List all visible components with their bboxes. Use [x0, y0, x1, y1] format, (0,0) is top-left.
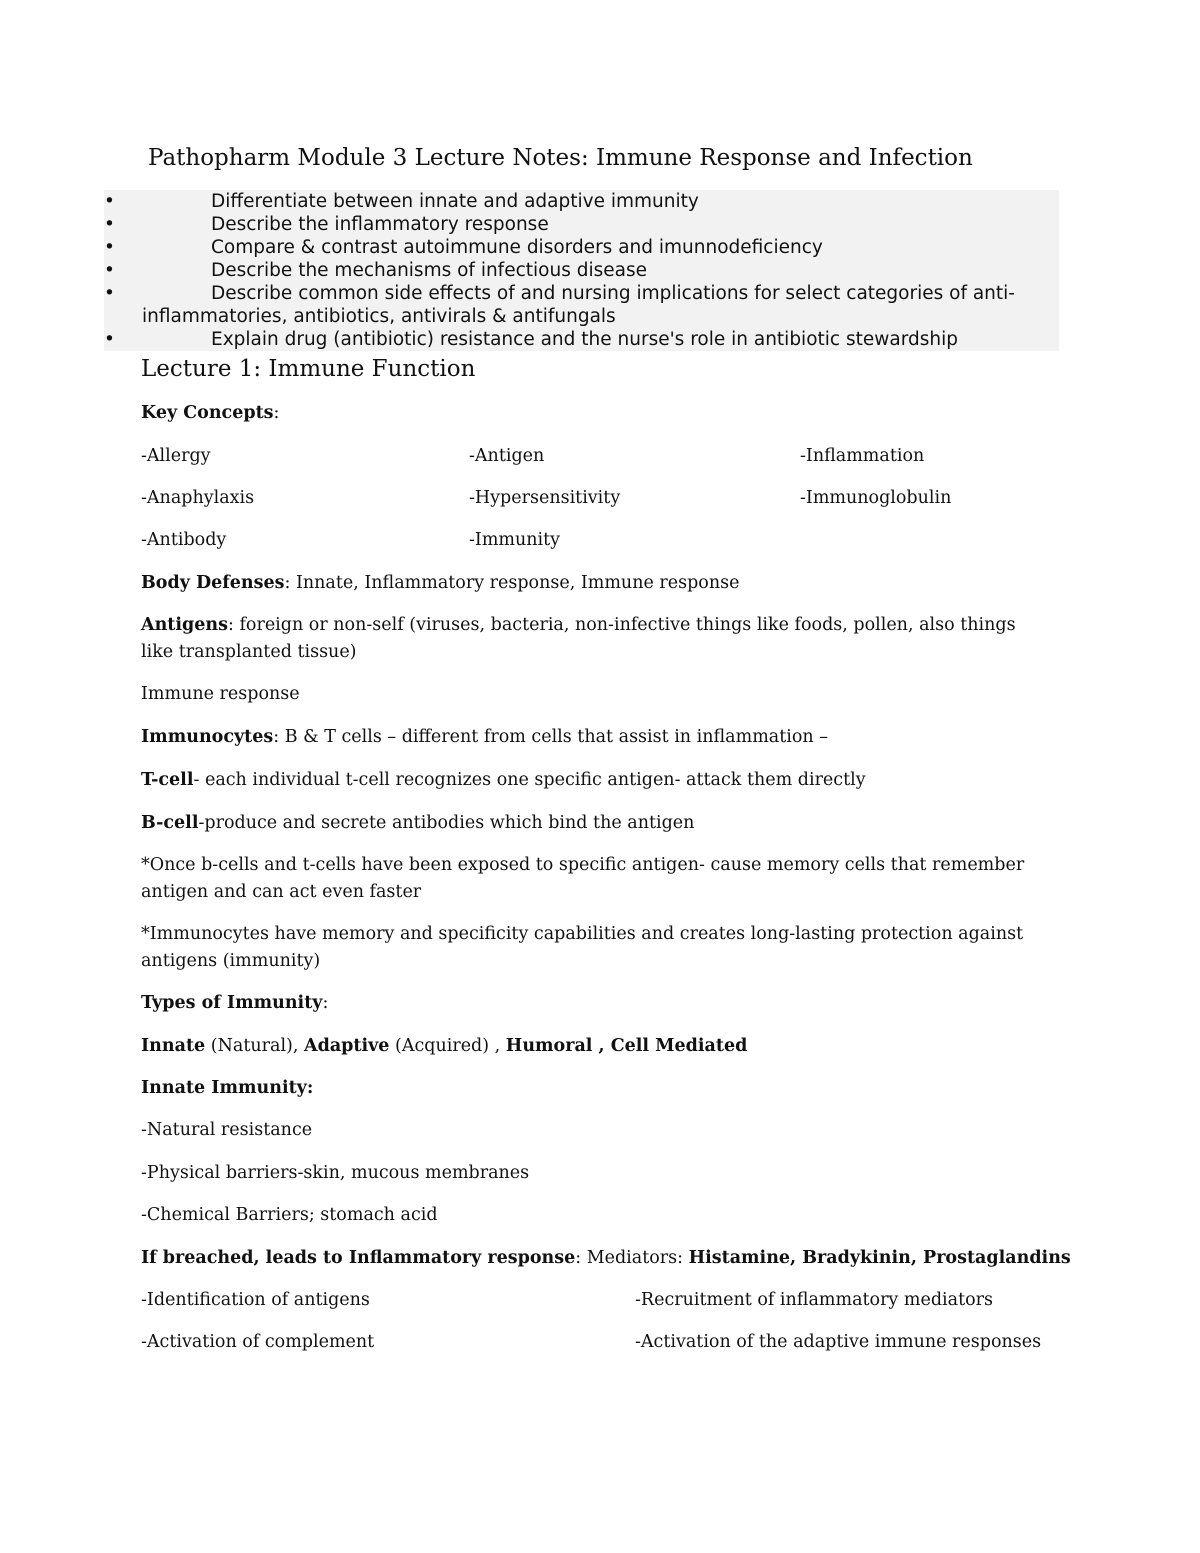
objective-text: Compare & contrast autoimmune disorders and imunnodeficiency [211, 237, 823, 258]
bullet-icon: • [104, 260, 115, 281]
antigens-label: Antigens [141, 615, 228, 635]
key-concept-item: -Immunoglobulin [800, 488, 952, 508]
antigens-paragraph [141, 612, 1041, 666]
key-concept-item: -Immunity [469, 530, 561, 550]
innate-paren: (Natural), [205, 1036, 304, 1056]
antigens-text: : foreign or non-self (viruses, bacteria, non-infective things like foods, pollen, also things like transplanted tissue) [141, 615, 1016, 662]
breach-text: : Mediators: [575, 1248, 689, 1268]
innate-item: -Natural resistance [141, 1120, 313, 1140]
objective-item [104, 259, 1059, 282]
key-concept-item: -Antigen [469, 446, 545, 466]
bullet-icon: • [104, 329, 115, 350]
key-concept-item: -Antibody [141, 530, 227, 550]
key-concept-item: -Anaphylaxis [141, 488, 255, 508]
t-cell-label: T-cell [141, 770, 194, 790]
breach-label: If breached, leads to Inflammatory response [141, 1248, 576, 1268]
bullet-icon: • [104, 283, 115, 304]
body-defenses-text: : Innate, Inflammatory response, Immune response [284, 573, 740, 593]
key-concept-item: -Allergy [141, 446, 211, 466]
b-cell-label: B-cell [141, 813, 199, 833]
objective-text: Describe the mechanisms of infectious disease [211, 260, 647, 281]
objective-text: Describe common side effects of and nursing implications for select categories of anti-inflammatories, antibiotics, antivirals & antifungals [142, 283, 1015, 327]
mediators-list: Histamine, Bradykinin, Prostaglandins [688, 1248, 1071, 1268]
t-cell-text: - each individual t-cell recognizes one specific antigen- attack them directly [193, 770, 866, 790]
objective-item [104, 282, 1059, 328]
key-concept-item: -Inflammation [800, 446, 925, 466]
humoral-label: Humoral , [505, 1036, 605, 1056]
immunocytes-label: Immunocytes [141, 727, 274, 747]
objective-text: Explain drug (antibiotic) resistance and the nurse's role in antibiotic stewardship [211, 329, 958, 350]
types-of-immunity-suffix: : [322, 993, 329, 1013]
b-cell-line [141, 810, 1041, 837]
b-cell-text: -produce and secrete antibodies which bind the antigen [198, 813, 695, 833]
breach-item: -Activation of the adaptive immune responses [635, 1332, 1042, 1352]
objective-text: Differentiate between innate and adaptive immunity [211, 191, 699, 212]
breach-item: -Activation of complement [141, 1332, 375, 1352]
cell-mediated-label: Cell Mediated [604, 1036, 748, 1056]
breach-item: -Identification of antigens [141, 1290, 370, 1310]
innate-immunity-label: Innate Immunity: [141, 1078, 314, 1098]
key-concepts-suffix: : [273, 403, 280, 423]
immunocytes-line [141, 724, 1041, 751]
lecture-heading: Lecture 1: Immune Function [141, 356, 476, 382]
immunity-types-line [141, 1033, 1041, 1060]
objective-text: Describe the inflammatory response [211, 214, 549, 235]
breach-line [141, 1245, 1071, 1272]
bullet-icon: • [104, 214, 115, 235]
adaptive-paren: (Acquired) , [389, 1036, 506, 1056]
bullet-icon: • [104, 191, 115, 212]
types-of-immunity-label: Types of Immunity [141, 993, 323, 1013]
objective-item [104, 236, 1059, 259]
body-defenses-label: Body Defenses [141, 573, 285, 593]
learning-objectives-list [104, 190, 1059, 351]
t-cell-line [141, 767, 1041, 794]
innate-label: Innate [141, 1036, 206, 1056]
key-concept-item: -Hypersensitivity [469, 488, 621, 508]
objective-item [104, 190, 1059, 213]
innate-immunity-heading [141, 1075, 1041, 1102]
body-defenses-line [141, 570, 1041, 597]
breach-item: -Recruitment of inflammatory mediators [635, 1290, 993, 1310]
adaptive-label: Adaptive [304, 1036, 390, 1056]
memory-note: *Once b-cells and t-cells have been exposed to specific antigen- cause memory cells that remember antigen and can act even faster [141, 855, 1025, 902]
immunocytes-text: : B & T cells – different from cells that assist in inflammation – [273, 727, 828, 747]
objective-item [104, 328, 1059, 351]
key-concepts-title: Key Concepts [141, 403, 274, 423]
key-concepts-label [141, 400, 1041, 427]
document-title: Pathopharm Module 3 Lecture Notes: Immune Response and Infection [148, 145, 973, 171]
objective-item [104, 213, 1059, 236]
immunocytes-note: *Immunocytes have memory and specificity capabilities and creates long-lasting protection against antigens (immunity) [141, 924, 1024, 971]
types-of-immunity-line [141, 990, 1041, 1017]
innate-item: -Physical barriers-skin, mucous membranes [141, 1163, 530, 1183]
innate-item: -Chemical Barriers; stomach acid [141, 1205, 438, 1225]
bullet-icon: • [104, 237, 115, 258]
immune-response-line: Immune response [141, 684, 300, 704]
